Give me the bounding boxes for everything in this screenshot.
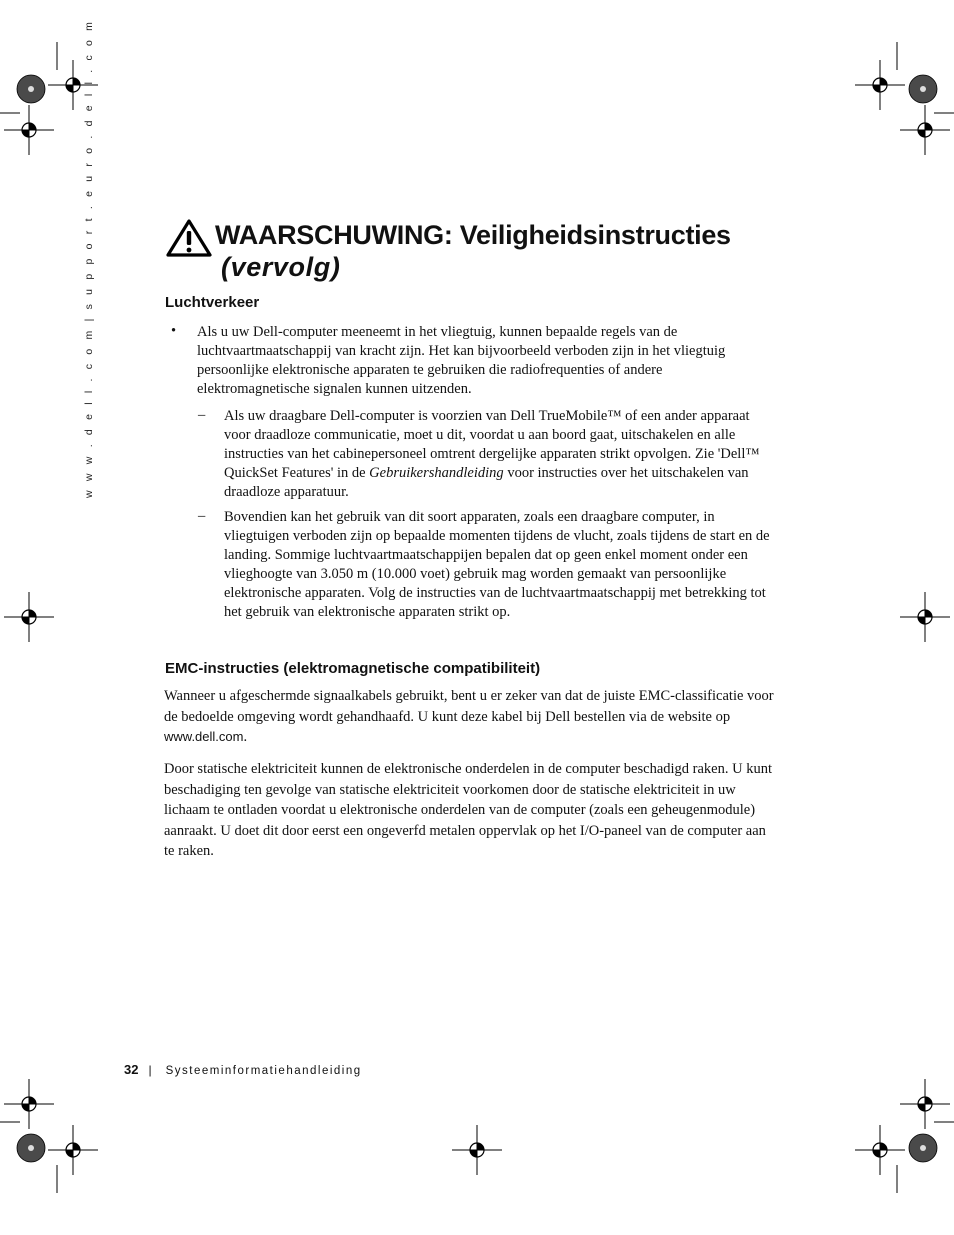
registration-star-mark — [17, 1134, 45, 1162]
registration-cross-mark — [4, 592, 54, 642]
registration-cross-mark — [452, 1125, 502, 1175]
emc-paragraph-2: Door statische elektriciteit kunnen de elektronische onderdelen in de computer beschadigd raken. U kunt beschadiging ten gevolge van statische elektriciteit voorkomen door de statische elektriciteit in uw lichaam te ontladen voordat u elektronische onderdelen van de computer (zoals een geheugenmodule) aanraakt. U doet dit door eerst een ongeverfd metalen oppervlak op het I/O-paneel van de computer aan te raken. — [164, 761, 772, 859]
document-name: Systeeminformatiehandleiding — [165, 1065, 362, 1077]
side-website-label: w w w . d e l l . c o m | s u p p o r t . e u r o . d e l l . c o m — [83, 18, 95, 498]
website-link[interactable]: www.dell.com — [164, 729, 244, 744]
section-heading-emc: EMC-instructies (elektromagnetische compatibiliteit) — [165, 660, 541, 677]
dash-marker: – — [198, 407, 206, 423]
warning-triangle-icon — [165, 218, 213, 258]
page-footer — [124, 1062, 362, 1077]
sub-item-restrictions: Bovendien kan het gebruik van dit soort apparaten, zoals een draagbare computer, in vliegtuigen verboden zijn op bepaalde momenten tijdens de vlucht, zoals tijdens de start en de landing. Sommige luchtvaartmaatschappijen bepalen dat op geen enkel moment onder een vlieghoogte van 3.050 m (10.000 voet) gebruik mag worden gemaakt van persoonlijke elektronische apparaten. Volg de instructies van de luchtvaartmaatschappij met betrekking tot het gebruik van elektronische apparaten strikt op. — [224, 509, 770, 620]
manual-reference: Gebruikershandleiding — [369, 465, 504, 481]
page-number: 32 — [124, 1062, 139, 1077]
title-main: WAARSCHUWING: Veiligheidsinstructies — [215, 220, 731, 250]
dash-marker: – — [198, 508, 206, 524]
registration-cross-mark — [900, 592, 950, 642]
registration-star-mark — [17, 75, 45, 103]
sub-item-wireless: Als uw draagbare Dell-computer is voorzien van Dell TrueMobile™ of een ander apparaat voor draadloze communicatie, moet u dit, voordat u aan boord gaat, uitschakelen en alle instructies van het cabinepersoneel omtrent dergelijke apparaten strikt opvolgen. Zie 'Dell™ QuickSet Features' in de Gebruikershandleiding voor instructies over het uitschakelen van draadloze apparatuur. — [224, 408, 760, 500]
footer-separator: | — [148, 1063, 152, 1077]
section-heading-air-travel: Luchtverkeer — [165, 294, 260, 311]
registration-cross-mark — [48, 1125, 98, 1175]
bullet-paragraph: Als u uw Dell-computer meeneemt in het vliegtuig, kunnen bepaalde regels van de luchtvaartmaatschappij van kracht zijn. Het kan bijvoorbeeld verboden zijn in het vliegtuig persoonlijke elektronische apparaten te gebruiken die radiofrequenties of andere elektromagnetische signalen kunnen uitzenden. — [197, 324, 726, 397]
registration-star-mark — [909, 1134, 937, 1162]
emc-paragraph-1: Wanneer u afgeschermde signaalkabels gebruikt, bent u er zeker van dat de juiste EMC-classificatie voor de bedoelde omgeving wordt gehandhaafd. U kunt deze kabel bij Dell bestellen via de website op www.dell.com. — [164, 688, 774, 745]
title-continued: (vervolg) — [221, 252, 341, 282]
bullet-marker: • — [171, 323, 177, 339]
registration-star-mark — [909, 75, 937, 103]
